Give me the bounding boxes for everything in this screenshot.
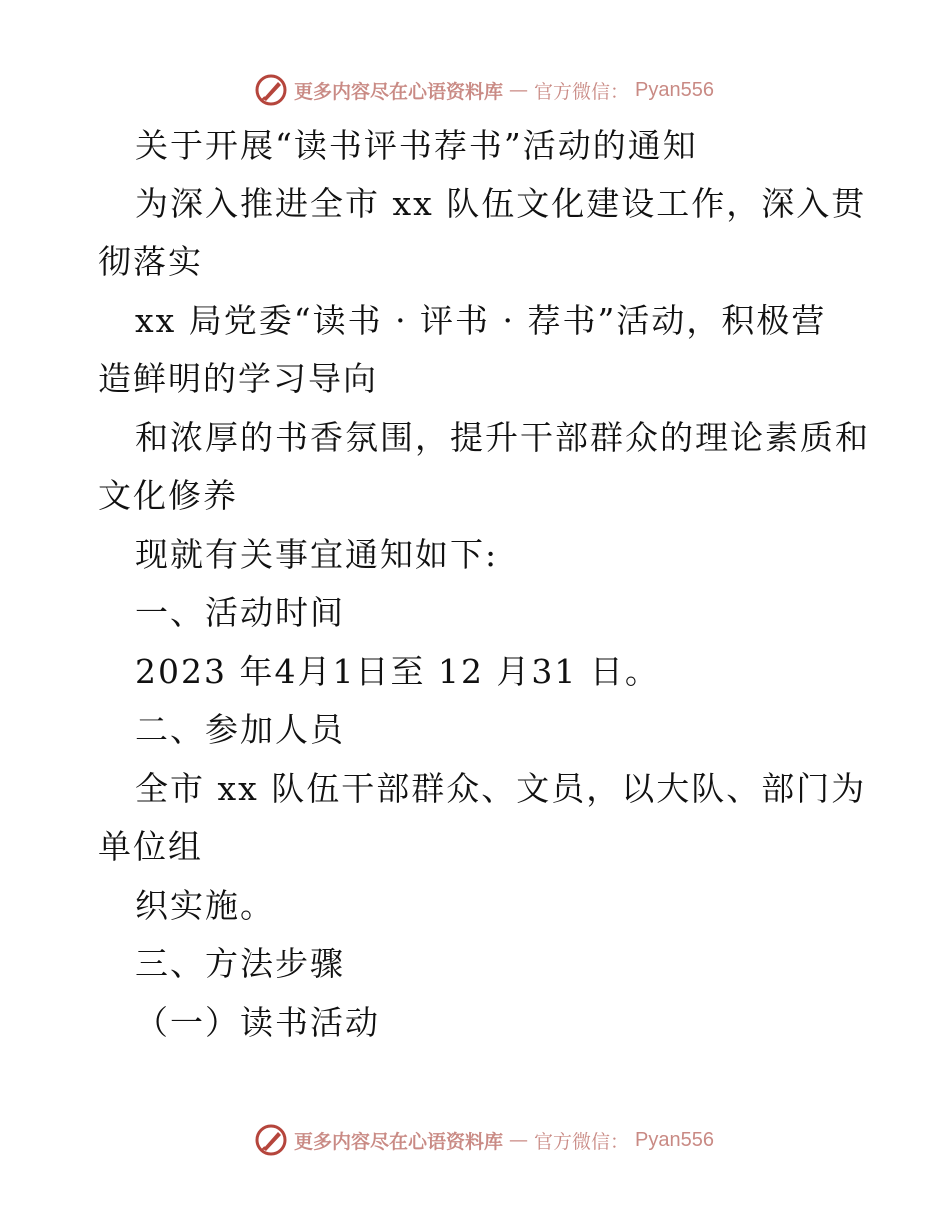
paragraph-line: 造鲜明的学习导向 [98,359,378,398]
watermark-main-text: 更多内容尽在心语资料库 [294,1130,504,1153]
paragraph-line: 和浓厚的书香氛围，提升干部群众的理论素质和 [135,418,870,457]
footer-watermark [0,1120,950,1160]
section-heading: 三、方法步骤 [135,944,345,983]
watermark-wechat-id: Pyan556 [635,78,714,101]
quill-logo-icon [254,1123,288,1157]
watermark-wechat-id: Pyan556 [635,1128,714,1151]
watermark-sub-text: 官方微信： [534,80,630,103]
watermark-dash: — [509,79,529,101]
paragraph-line: 彻落实 [98,242,203,281]
paragraph-line: 文化修养 [98,476,238,515]
subsection-heading: （一）读书活动 [135,1003,380,1042]
paragraph-line: 现就有关事宜通知如下: [135,535,499,574]
paragraph-line: xx 局党委“读书 · 评书 · 荐书”活动，积极营 [135,301,827,340]
watermark-main-text: 更多内容尽在心语资料库 [294,80,504,103]
watermark-sub-text: 官方微信： [534,1130,630,1153]
paragraph-line: 为深入推进全市 xx 队伍文化建设工作，深入贯 [135,184,867,223]
paragraph-line: 全市 xx 队伍干部群众、文员，以大队、部门为 [135,769,867,808]
section-heading: 二、参加人员 [135,710,345,749]
section-heading: 一、活动时间 [135,593,345,632]
header-watermark [0,70,950,110]
watermark-dash: — [509,1129,529,1151]
document-title: 关于开展“读书评书荐书”活动的通知 [135,126,698,165]
paragraph-line: 2023 年4月1日至 12 月31 日。 [135,652,660,691]
paragraph-line: 织实施。 [135,886,275,925]
quill-logo-icon [254,73,288,107]
watermark-group [254,1123,714,1157]
paragraph-line: 单位组 [98,827,203,866]
watermark-group [254,73,714,107]
